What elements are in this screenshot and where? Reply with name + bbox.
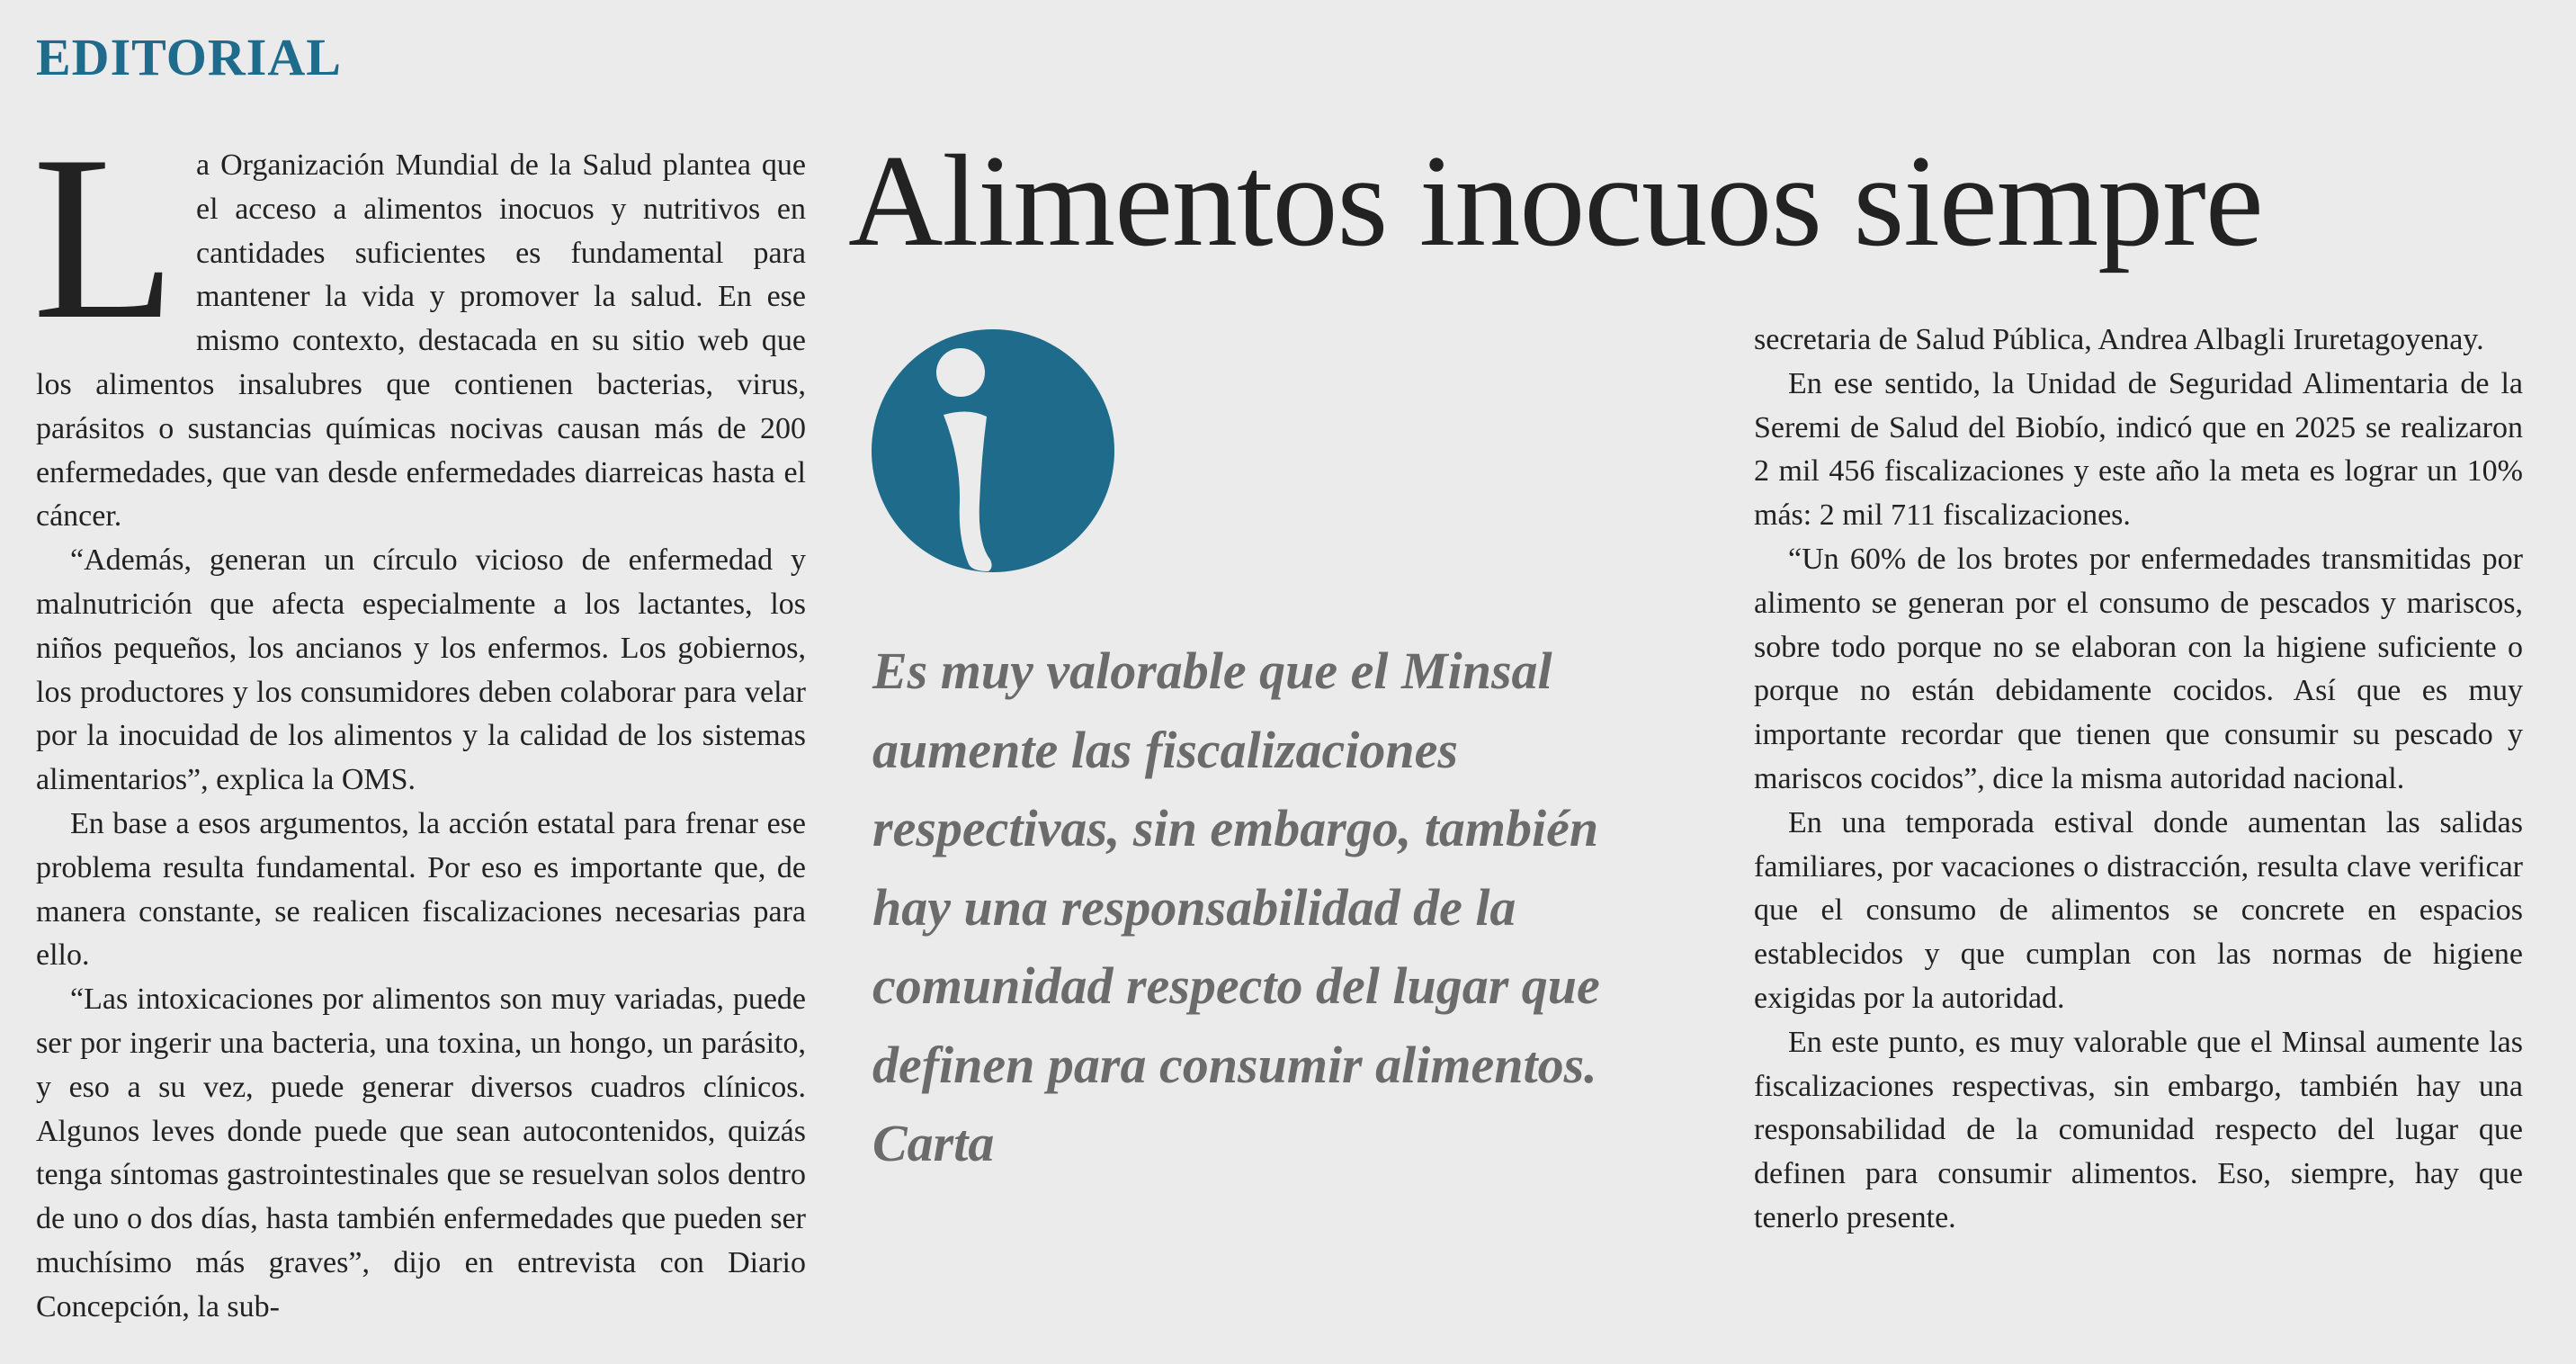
article-paragraph: En base a esos argumentos, la acción estatal para frenar ese problema resulta fundamental. Por eso es importante que, de manera constante, se realicen fiscalizaciones necesarias para ello. bbox=[36, 806, 806, 973]
article-paragraph: En una temporada estival donde aumentan las salidas familiares, por vacaciones o distracción, resulta clave verificar que el consumo de alimentos se concrete en espacios establecidos y que cumplan con las normas de higiene exigidas por la autoridad. bbox=[1754, 805, 2523, 1015]
info-icon bbox=[872, 323, 1114, 579]
article-paragraph: En ese sentido, la Unidad de Seguridad Alimentaria de la Seremi de Salud del Biobío, indicó que en 2025 se realizaron 2 mil 456 fiscalizaciones y este año la meta es lograr un 10% más: 2 mil 711 fiscalizaciones. bbox=[1754, 366, 2523, 533]
drop-cap: L bbox=[32, 107, 177, 368]
article-paragraph: secretaria de Salud Pública, Andrea Albagli Iruretagoyenay. bbox=[1754, 323, 2484, 356]
article-paragraph: “Un 60% de los brotes por enfermedades transmitidas por alimento se generan por el consumo de pescados y mariscos, sobre todo porque no se elaboran con la higiene suficiente o porque no están debidamente cocidos. Así que es muy importante recordar que tienen que consumir su pescado y mariscos cocidos”, dice la misma autoridad nacional. bbox=[1754, 542, 2523, 795]
section-label: EDITORIAL bbox=[36, 28, 342, 86]
article-column-left bbox=[32, 107, 806, 1330]
pull-quote: Es muy valorable que el Minsal aumente las fiscalizaciones respectivas, sin embargo, también hay una responsabilidad de la comunidad respecto del lugar que definen para consumir alimentos. Carta bbox=[872, 642, 1600, 1172]
article-paragraph: “Las intoxicaciones por alimentos son muy variadas, puede ser por ingerir una bacteria, una toxina, un hongo, un parásito, y eso a su vez, puede generar diversos cuadros clínicos. Algunos leves donde puede que sean autocontenidos, quizás tenga síntomas gastrointestinales que se resuelvan solos dentro de uno o dos días, hasta también enfermedades que pueden ser muchísimo más graves”, dijo en entrevista con Diario Concepción, la sub- bbox=[36, 983, 806, 1324]
headline: Alimentos inocuos siempre bbox=[848, 128, 2263, 274]
article-paragraph: En este punto, es muy valorable que el Minsal aumente las fiscalizaciones respectivas, sin embargo, también hay una responsabilidad de la comunidad respecto del lugar que definen para consumir alimentos. Eso, siempre, hay que tenerlo presente. bbox=[1754, 1025, 2523, 1234]
article-column-right bbox=[1754, 319, 2523, 1241]
article-paragraph: “Además, generan un círculo vicioso de enfermedad y malnutrición que afecta especialmente a los lactantes, los niños pequeños, los ancianos y los enfermos. Los gobiernos, los productores y los consumidores deben colaborar para velar por la inocuidad de los alimentos y la calidad de los sistemas alimentarios”, explica la OMS. bbox=[36, 543, 806, 797]
article-paragraph: a Organización Mundial de la Salud plantea que el acceso a alimentos inocuos y nutritivos en cantidades suficientes es fundamental para mantener la vida y promover la salud. En ese mismo contexto, destacada en su sitio web que los alimentos insalubres que contienen bacterias, virus, parásitos o sustancias químicas nocivas causan más de 200 enfermedades, que van desde enfermedades diarreicas hasta el cáncer. bbox=[36, 148, 806, 534]
